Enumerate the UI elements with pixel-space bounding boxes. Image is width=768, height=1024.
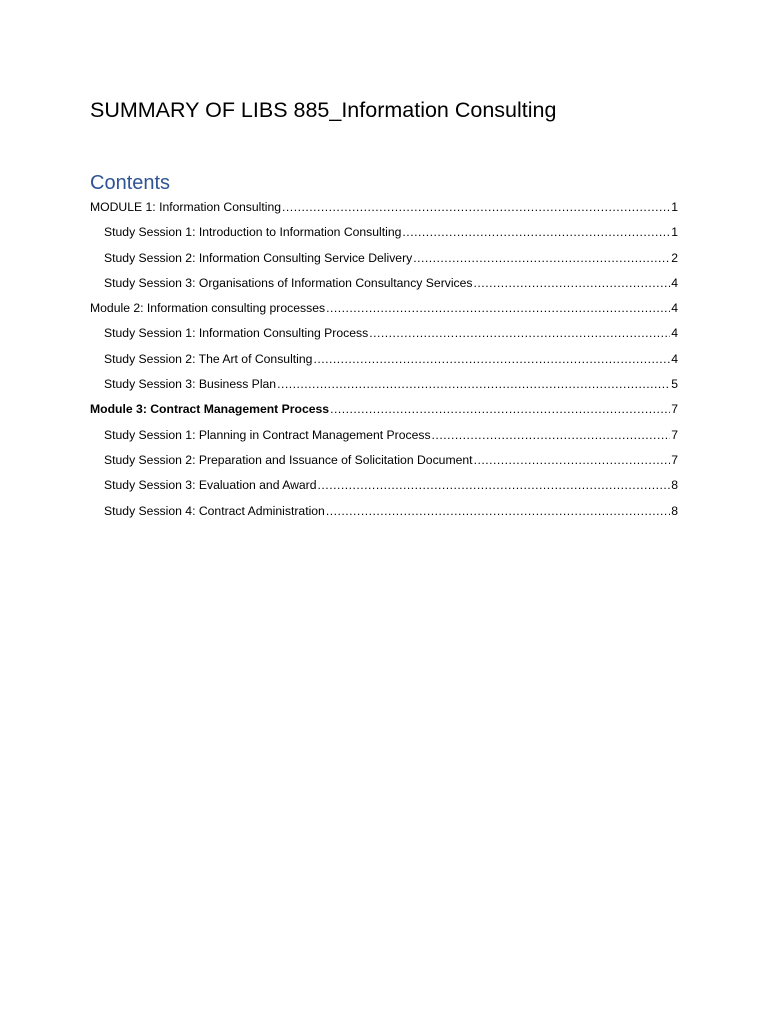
toc-entry[interactable] xyxy=(90,196,678,221)
toc-entry[interactable] xyxy=(90,449,678,474)
toc-page-number[interactable]: 7 xyxy=(671,402,678,417)
toc-entry-text[interactable]: Study Session 4: Contract Administration xyxy=(104,503,325,518)
toc-dot-leader xyxy=(369,322,670,344)
toc-entry-text[interactable]: Study Session 3: Organisations of Information Consultancy Services xyxy=(104,275,473,290)
toc-entry[interactable] xyxy=(90,297,678,322)
toc-page-number[interactable]: 1 xyxy=(671,200,678,214)
document-title: SUMMARY OF LIBS 885_Information Consulting xyxy=(90,98,557,122)
toc-page-number[interactable]: 7 xyxy=(671,427,678,442)
toc-page-number[interactable]: 4 xyxy=(671,275,678,290)
toc-dot-leader xyxy=(326,297,670,319)
toc-entry[interactable] xyxy=(90,247,678,272)
toc-dot-leader xyxy=(402,221,670,243)
toc-page-number[interactable]: 7 xyxy=(671,452,678,467)
contents-heading: Contents xyxy=(90,172,171,194)
toc-entry[interactable] xyxy=(90,272,678,297)
toc-page-number[interactable]: 4 xyxy=(671,326,678,341)
toc-dot-leader xyxy=(474,272,671,294)
toc-entry-text[interactable]: Module 2: Information consulting processes xyxy=(90,301,326,316)
toc-dot-leader xyxy=(318,474,671,496)
toc-entry[interactable] xyxy=(90,373,678,398)
toc-entry-text[interactable]: Study Session 3: Business Plan xyxy=(104,377,277,392)
toc-dot-leader xyxy=(432,424,671,446)
toc-dot-leader xyxy=(413,247,670,269)
toc-entry-text[interactable]: MODULE 1: Information Consulting xyxy=(90,200,282,214)
toc-page-number[interactable]: 4 xyxy=(671,301,678,316)
toc-dot-leader xyxy=(330,398,670,420)
toc-entry-text[interactable]: Study Session 1: Planning in Contract Management Process xyxy=(104,427,431,442)
toc-page-number[interactable]: 8 xyxy=(671,478,678,493)
toc-dot-leader xyxy=(277,373,670,395)
toc-dot-leader xyxy=(474,449,671,471)
toc-page-number[interactable]: 4 xyxy=(671,351,678,366)
toc-dot-leader xyxy=(282,196,670,218)
toc-entry-text[interactable]: Study Session 1: Introduction to Information Consulting xyxy=(104,225,402,240)
toc-dot-leader xyxy=(313,348,670,370)
toc-entry[interactable] xyxy=(90,348,678,373)
toc-dot-leader xyxy=(326,500,670,522)
toc-entry-text[interactable]: Study Session 2: Preparation and Issuance of Solicitation Document xyxy=(104,452,473,467)
toc-page-number[interactable]: 8 xyxy=(671,503,678,518)
toc-entry[interactable] xyxy=(90,398,678,423)
toc-entry[interactable] xyxy=(90,474,678,499)
toc-page-number[interactable]: 5 xyxy=(671,377,678,392)
toc-entry-text[interactable]: Study Session 2: Information Consulting Service Delivery xyxy=(104,250,413,265)
toc-page-number[interactable]: 2 xyxy=(671,250,678,265)
toc-entry[interactable] xyxy=(90,424,678,449)
toc-entry[interactable] xyxy=(90,322,678,347)
toc-entry-text[interactable]: Module 3: Contract Management Process xyxy=(90,402,330,417)
toc-entry-text[interactable]: Study Session 2: The Art of Consulting xyxy=(104,351,313,366)
toc-entry-text[interactable]: Study Session 3: Evaluation and Award xyxy=(104,478,317,493)
table-of-contents xyxy=(90,196,678,525)
toc-page-number[interactable]: 1 xyxy=(671,225,678,240)
toc-entry[interactable] xyxy=(90,221,678,246)
toc-entry-text[interactable]: Study Session 1: Information Consulting Process xyxy=(104,326,369,341)
toc-entry[interactable] xyxy=(90,500,678,525)
